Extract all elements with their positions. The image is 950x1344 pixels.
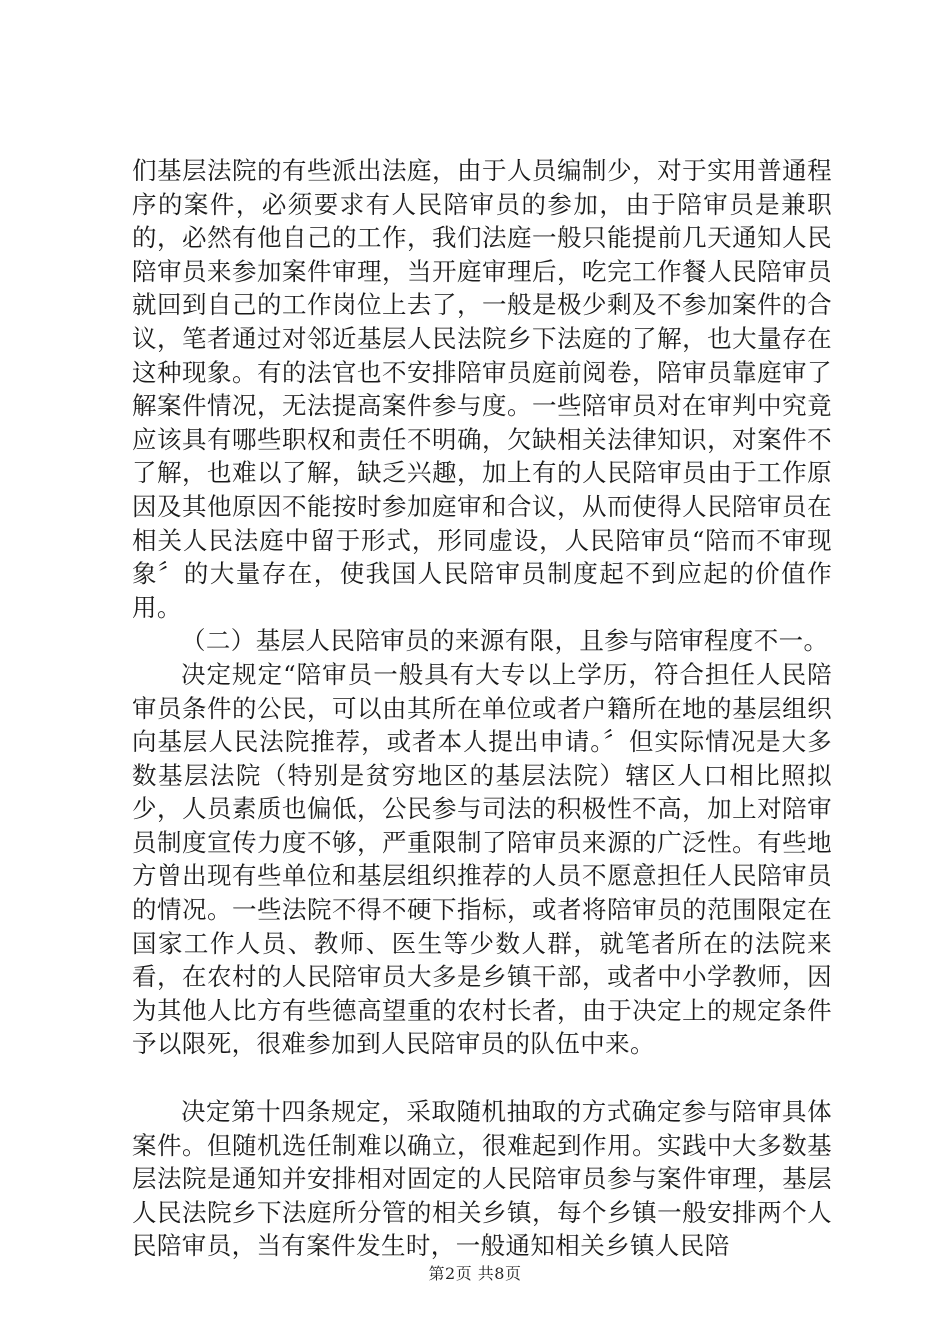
- paragraph-source-of-jurors: 决定规定“陪审员一般具有大专以上学历，符合担任人民陪审员条件的公民，可以由其所在单位或者户籍所在地的基层组织向基层人民法院推荐，或者本人提出申请。〞但实际情况是大多数基层法院（特别是贫穷地区的基层法院）辖区人口相比照拟少，人员素质也偏低，公民参与司法的积极性不高，加上对陪审员制度宣传力度不够，严重限制了陪审员来源的广泛性。有些地方曾出现有些单位和基层组织推荐的人员不愿意担任人民陪审员的情况。一些法院不得不硬下指标，或者将陪审员的范围限定在国家工作人员、教师、医生等少数人群，就笔者所在的法院来看，在农村的人民陪审员大多是乡镇干部，或者中小学教师，因为其他人比方有些德高望重的农村长者，由于决定上的规定条件予以限死，很难参加到人民陪审员的队伍中来。: [132, 659, 832, 1059]
- document-body: [132, 154, 832, 1263]
- page-number-footer: 第2页 共8页: [428, 1264, 522, 1283]
- section-heading: （二）基层人民陪审员的来源有限，且参与陪审程度不一。: [181, 626, 829, 656]
- paragraph-spacer: [132, 1061, 832, 1095]
- paragraph-continued: 们基层法院的有些派出法庭，由于人员编制少，对于实用普通程序的案件，必须要求有人民陪审员的参加，由于陪审员是兼职的，必然有他自己的工作，我们法庭一般只能提前几天通知人民陪审员来参加案件审理，当开庭审理后，吃完工作餐人民陪审员就回到自己的工作岗位上去了，一般是极少剩及不参加案件的合议，笔者通过对邻近基层人民法院乡下法庭的了解，也大量存在这种现象。有的法官也不安排陪审员庭前阅卷，陪审员靠庭审了解案件情况，无法提高案件参与度。一些陪审员对在审判中究竟应该具有哪些职权和责任不明确，欠缺相关法律知识，对案件不了解，也难以了解，缺乏兴趣，加上有的人民陪审员由于工作原因及其他原因不能按时参加庭审和合议，从而使得人民陪审员在相关人民法庭中留于形式，形同虚设，人民陪审员“陪而不审现象〞的大量存在，使我国人民陪审员制度起不到应起的价值作用。: [132, 156, 832, 622]
- paragraph-random-selection: 决定第十四条规定，采取随机抽取的方式确定参与陪审具体案件。但随机选任制难以确立，很难起到作用。实践中大多数基层法院是通知并安排相对固定的人民陪审员参与案件审理，基层人民法院乡下法庭所分管的相关乡镇，每个乡镇一般安排两个人民陪审员，当有案件发生时，一般通知相关乡镇人民陪: [132, 1097, 832, 1261]
